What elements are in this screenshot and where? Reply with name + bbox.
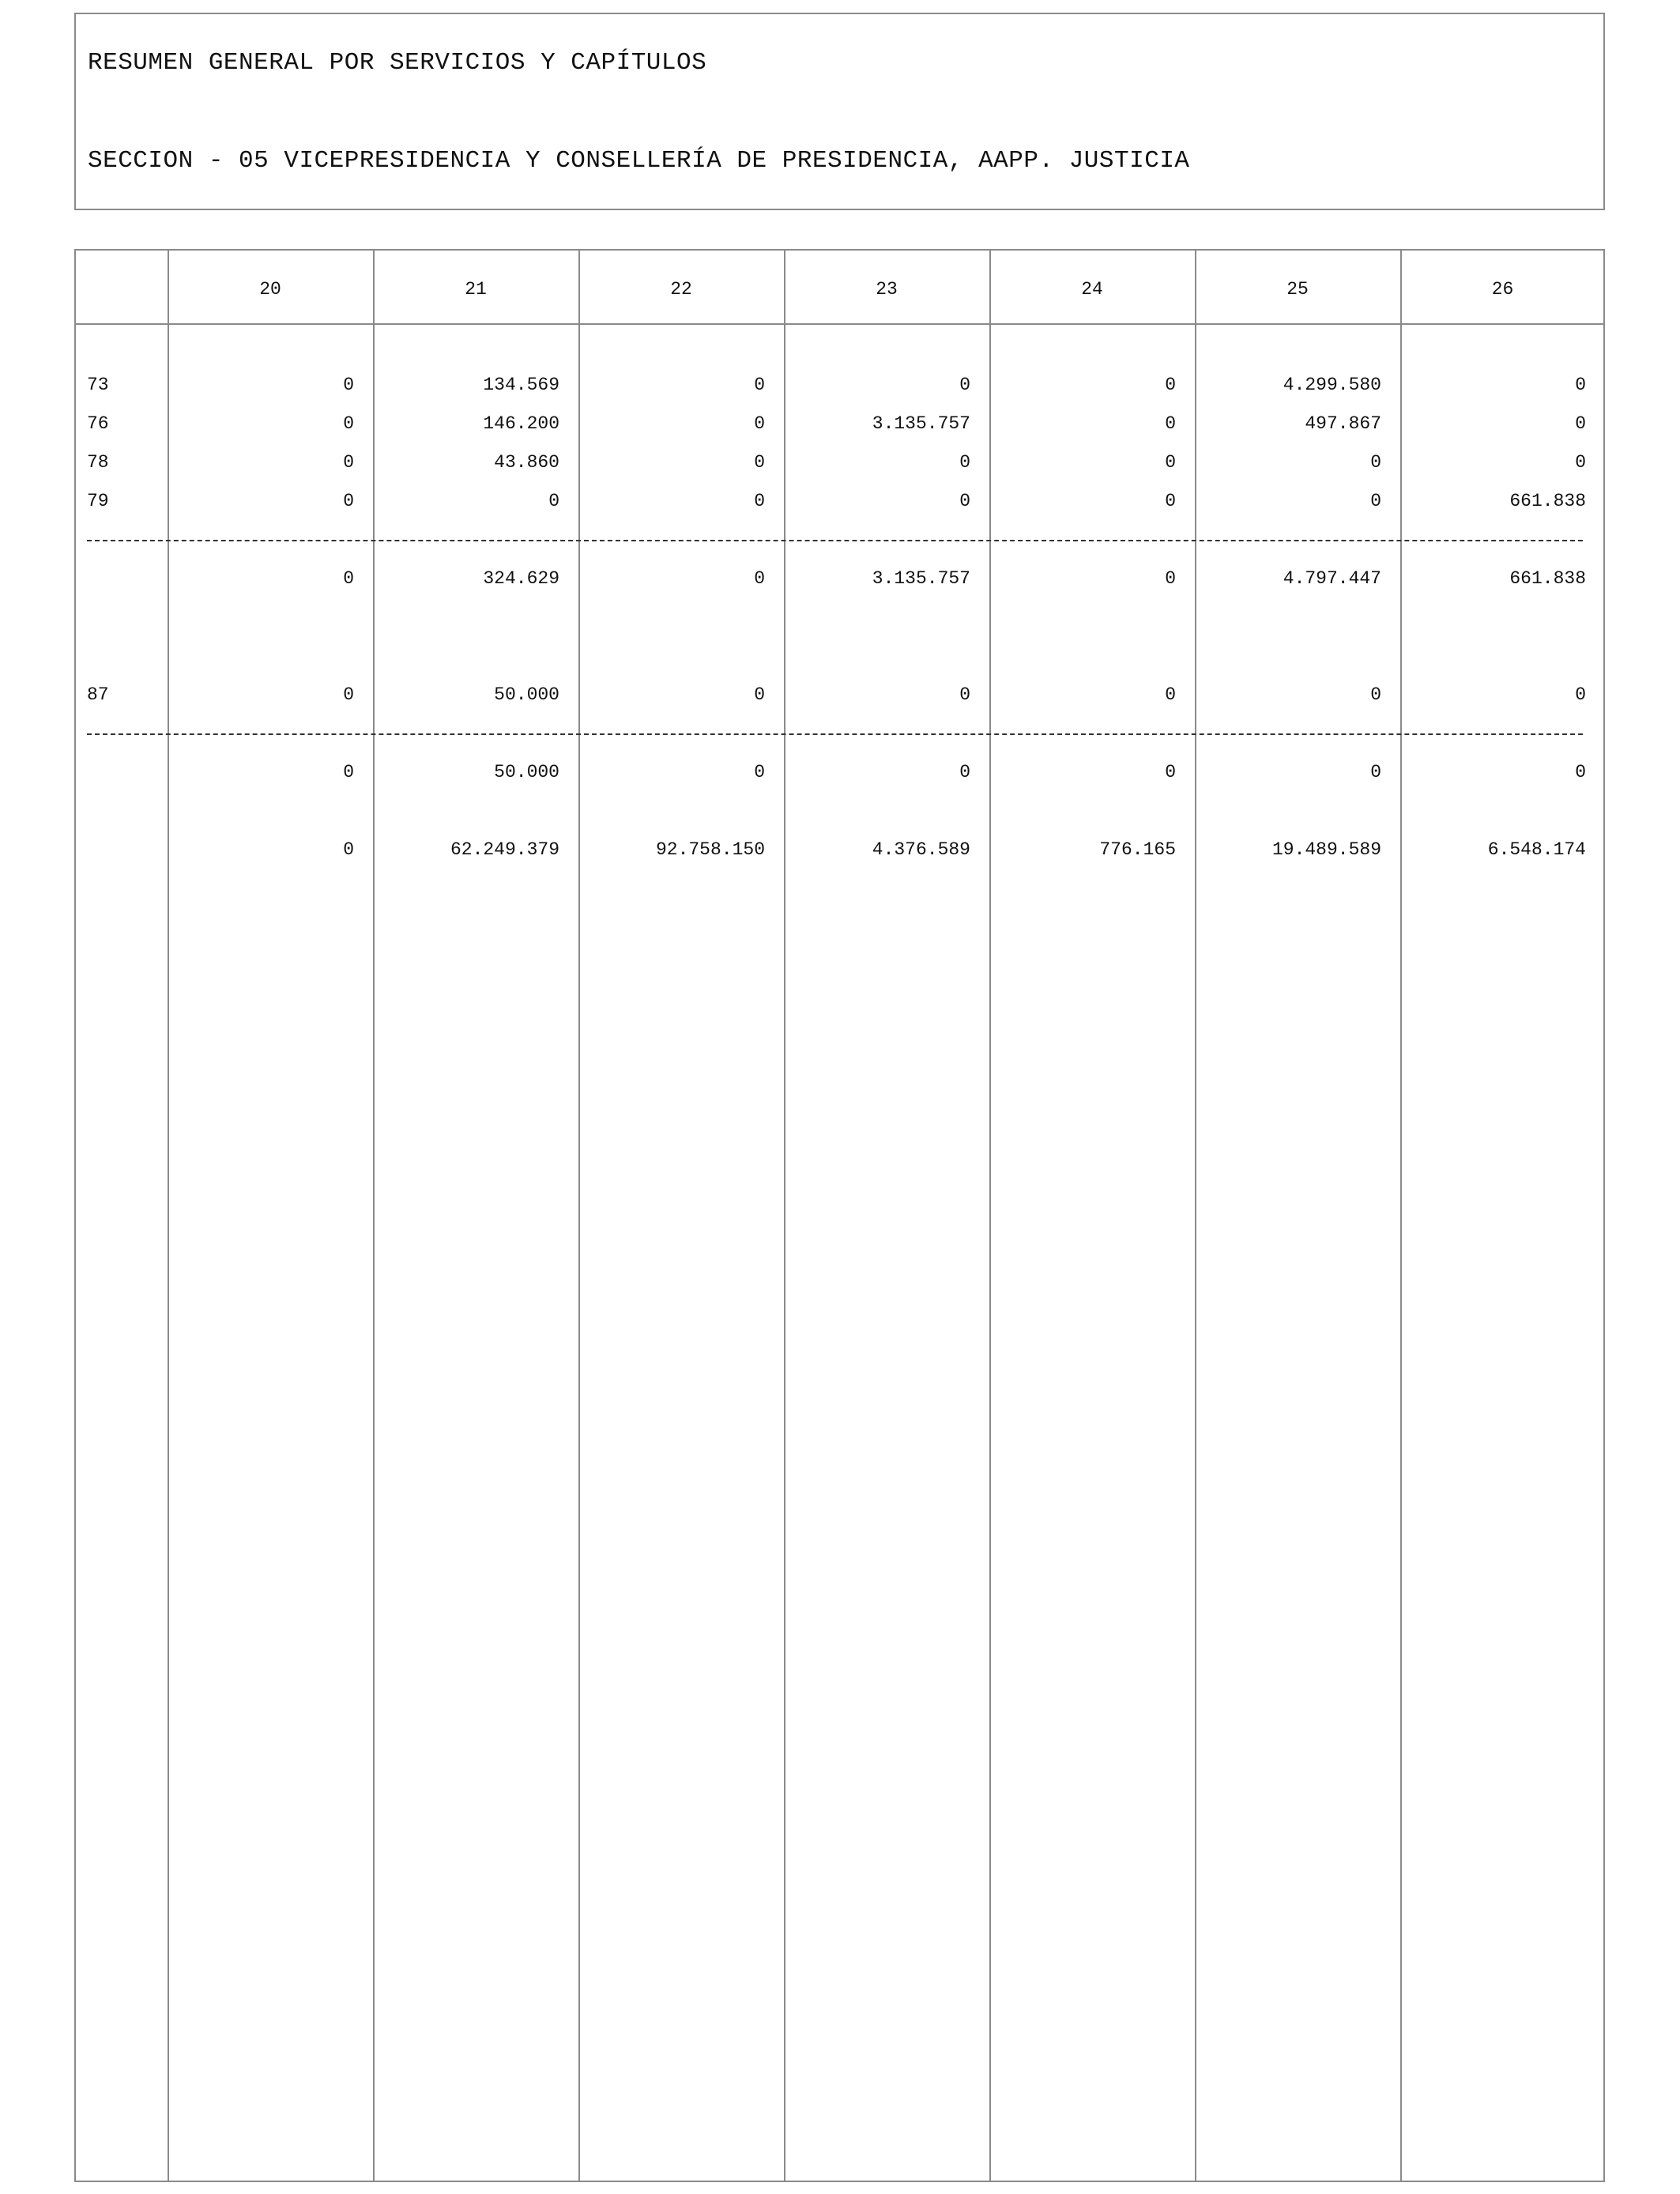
table-cell: 0 — [343, 491, 354, 511]
table-cell: 134.569 — [483, 375, 559, 395]
table-cell: 0 — [1575, 684, 1586, 705]
report-header — [74, 13, 1605, 210]
table-cell: 0 — [343, 413, 354, 434]
table-cell: 497.867 — [1305, 413, 1381, 434]
table-cell: 0 — [1165, 684, 1176, 705]
table-cell: 0 — [1165, 375, 1176, 395]
table-cell: 324.629 — [483, 568, 559, 589]
table-cell: 0 — [1575, 413, 1586, 434]
table-cell: 0 — [754, 413, 765, 434]
row-code: 76 — [87, 413, 109, 434]
table-cell: 661.838 — [1509, 491, 1586, 511]
table-cell: 0 — [343, 684, 354, 705]
table-cell: 0 — [1575, 452, 1586, 473]
subtotal-separator — [87, 540, 1583, 541]
table-cell: 0 — [959, 375, 970, 395]
table-cell: 0 — [754, 762, 765, 782]
header-row-divider — [76, 323, 1603, 325]
table-cell: 0 — [1370, 684, 1381, 705]
column-header: 22 — [670, 279, 692, 300]
table-cell: 0 — [959, 491, 970, 511]
table-cell: 4.299.580 — [1283, 375, 1381, 395]
table-cell: 661.838 — [1509, 568, 1586, 589]
row-code: 87 — [87, 684, 109, 705]
table-cell: 4.376.589 — [872, 839, 970, 860]
table-cell: 0 — [1165, 413, 1176, 434]
table-cell: 0 — [1165, 452, 1176, 473]
table-cell: 0 — [1370, 491, 1381, 511]
column-header: 23 — [876, 279, 898, 300]
table-cell: 0 — [959, 762, 970, 782]
table-cell: 0 — [959, 684, 970, 705]
column-header: 24 — [1081, 279, 1103, 300]
column-header: 20 — [259, 279, 281, 300]
table-cell: 50.000 — [494, 762, 559, 782]
table-cell: 0 — [754, 452, 765, 473]
table-cell: 146.200 — [483, 413, 559, 434]
table-cell: 0 — [1370, 452, 1381, 473]
table-cell: 0 — [343, 452, 354, 473]
row-code: 78 — [87, 452, 109, 473]
table-cell: 0 — [1370, 762, 1381, 782]
table-cell: 0 — [343, 568, 354, 589]
table-cell: 0 — [754, 375, 765, 395]
row-code: 73 — [87, 375, 109, 395]
column-header: 25 — [1286, 279, 1309, 300]
table-cell: 0 — [1575, 375, 1586, 395]
table-cell: 0 — [548, 491, 559, 511]
table-cell: 43.860 — [494, 452, 559, 473]
table-cell: 776.165 — [1099, 839, 1176, 860]
subtotal-separator — [87, 733, 1583, 735]
column-header: 26 — [1491, 279, 1514, 300]
table-cell: 0 — [343, 375, 354, 395]
table-cell: 0 — [1165, 491, 1176, 511]
table-cell: 19.489.589 — [1271, 839, 1381, 860]
table-cell: 0 — [343, 839, 354, 860]
table-cell: 4.797.447 — [1283, 568, 1381, 589]
table-cell: 0 — [754, 684, 765, 705]
column-header: 21 — [465, 279, 487, 300]
table-cell: 0 — [343, 762, 354, 782]
table-cell: 0 — [754, 568, 765, 589]
table-cell: 0 — [1165, 568, 1176, 589]
table-cell: 0 — [1575, 762, 1586, 782]
section-title: SECCION - 05 VICEPRESIDENCIA Y CONSELLERÍA DE PRESIDENCIA, AAPP. JUSTICIA — [88, 147, 1190, 175]
table-cell: 3.135.757 — [872, 413, 970, 434]
table-cell: 62.249.379 — [450, 839, 559, 860]
table-cell: 3.135.757 — [872, 568, 970, 589]
table-cell: 6.548.174 — [1487, 839, 1586, 860]
table-cell: 92.758.150 — [655, 839, 765, 860]
report-title: RESUMEN GENERAL POR SERVICIOS Y CAPÍTULOS — [88, 49, 707, 77]
table-cell: 50.000 — [494, 684, 559, 705]
row-code: 79 — [87, 491, 109, 511]
table-cell: 0 — [1165, 762, 1176, 782]
table-cell: 0 — [754, 491, 765, 511]
summary-table — [74, 249, 1605, 2182]
table-cell: 0 — [959, 452, 970, 473]
